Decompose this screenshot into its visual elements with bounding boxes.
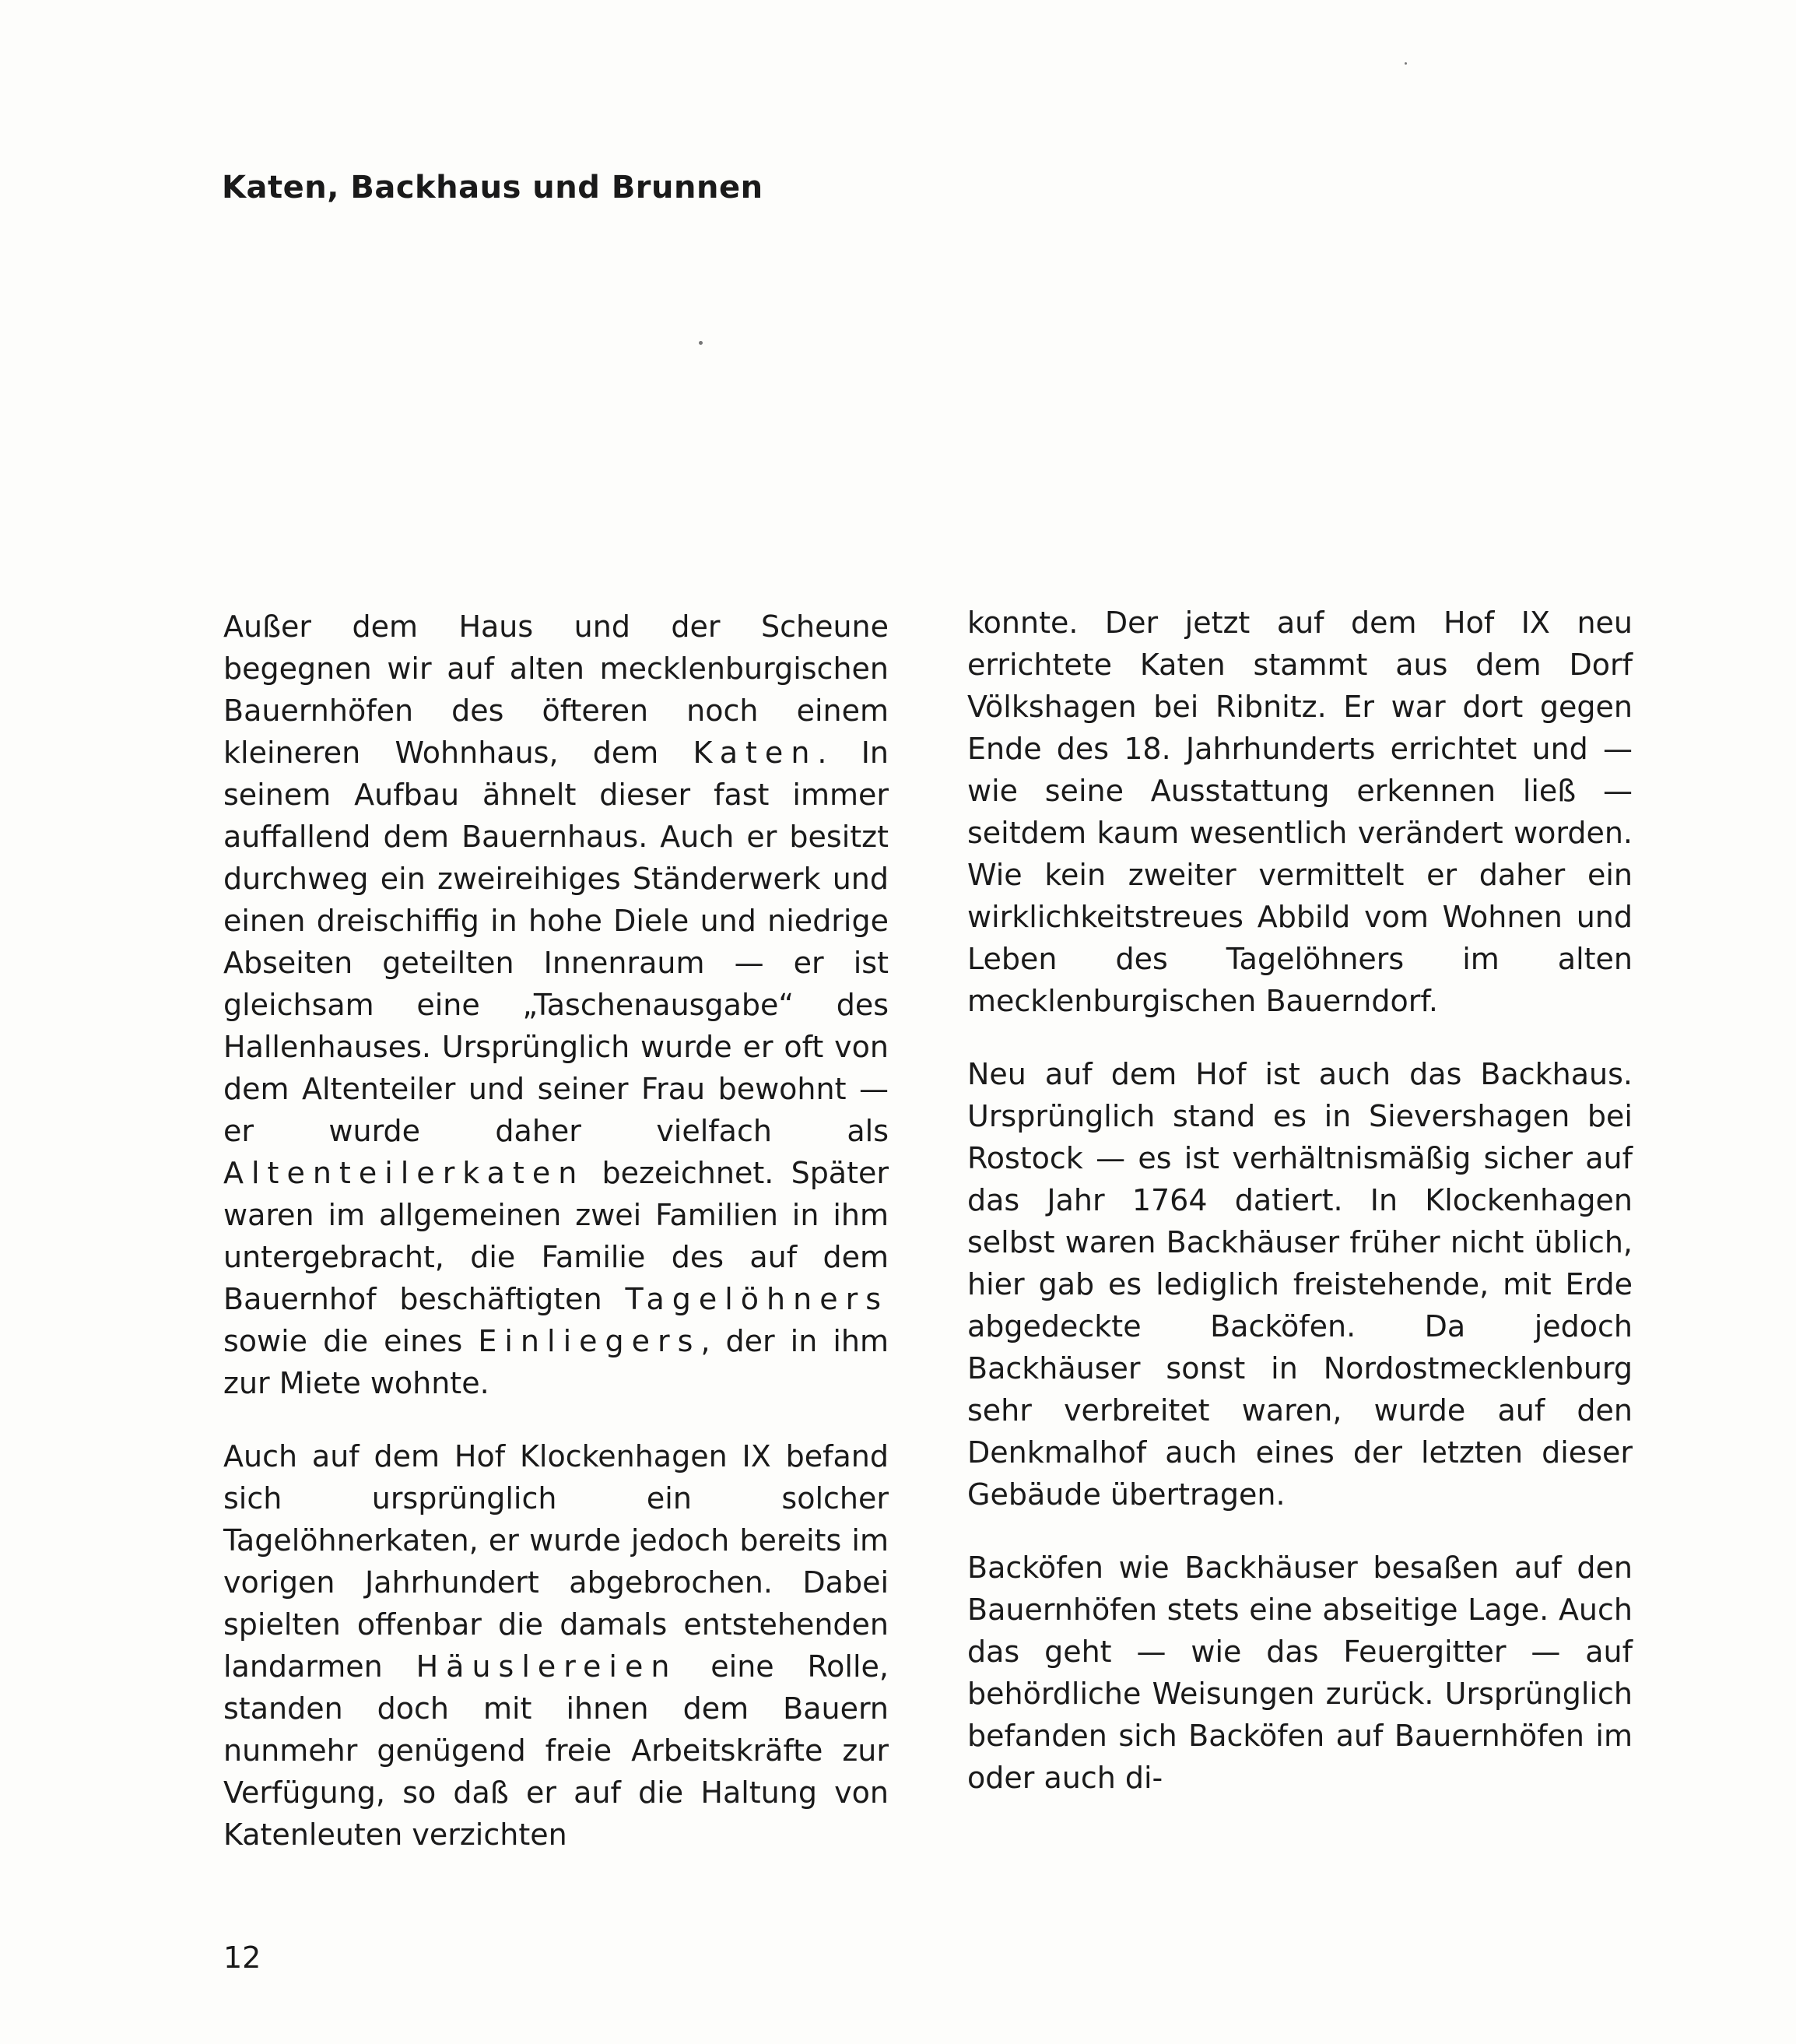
text-run: bezeichnet. Später waren im allgemeinen zwei Familien in ihm untergebracht, die Familie des auf dem Bauernhof beschäftigten [223, 1156, 889, 1316]
paragraph: Backöfen wie Backhäuser besaßen auf den Bauernhöfen stets eine abseitige Lage. Auch das geht — wie das Feuergitter — auf behördliche Weisungen zurück. Ursprünglich befanden sich Backöfen auf Bauernhöfen im oder auch di- [967, 1551, 1633, 1795]
text-run: Auch auf dem Hof Klockenhagen IX befand sich ursprünglich ein solcher Tagelöhnerkaten, er wurde jedoch bereits im vorigen Jahrhundert abgebrochen. Dabei spielten offenbar die damals entstehenden landarmen [223, 1439, 889, 1684]
text-run: Außer dem Haus und der Scheune begegnen wir auf alten mecklenburgischen Bauernhöfen des öfteren noch einem kleineren Wohnhaus, dem [223, 609, 889, 770]
scan-speck [1405, 62, 1407, 65]
right-column [967, 602, 1633, 1830]
section-heading: Katen, Backhaus und Brunnen [222, 170, 763, 205]
emphasized-term-katen: Katen [693, 736, 818, 770]
paragraph [223, 1435, 889, 1856]
text-run: . In seinem Aufbau ähnelt dieser fast immer auffallend dem Bauernhaus. Auch er besitzt durchweg ein zweireihiges Ständerwerk und einen dreischiffig in hohe Diele und niedrige Abseiten geteilten Innenraum — er ist gleichsam eine „Taschenausgabe“ des Hallenhauses. Ursprünglich wurde er oft von dem Altenteiler und seiner Frau bewohnt — er wurde daher vielfach als [223, 736, 889, 1148]
text-run: , der in ihm zur Miete wohnte. [223, 1324, 889, 1400]
paragraph: Neu auf dem Hof ist auch das Backhaus. Ursprünglich stand es in Sievershagen bei Rostock — es ist verhältnismäßig sicher auf das Jahr 1764 datiert. In Klockenhagen selbst waren Backhäuser früher nicht üblich, hier gab es lediglich freistehende, mit Erde abgedeckte Backöfen. Da jedoch Backhäuser sonst in Nordostmecklenburg sehr verbreitet waren, wurde auf den Denkmalhof auch eines der letzten dieser Gebäude übertragen. [967, 1057, 1633, 1512]
emphasized-term-einliegers: Einliegers [478, 1324, 701, 1358]
page-number: 12 [223, 1940, 261, 1975]
scan-speck [699, 341, 703, 345]
emphasized-term-haeuslereien: Häuslereien [416, 1649, 678, 1684]
paragraph: konnte. Der jetzt auf dem Hof IX neu errichtete Katen stammt aus dem Dorf Völkshagen bei Ribnitz. Er war dort gegen Ende des 18. Jahrhunderts errichtet und — wie seine Ausstattung erkennen ließ — seitdem kaum wesentlich verändert worden. Wie kein zweiter vermittelt er daher ein wirklichkeitstreues Abbild vom Wohnen und Leben des Tagelöhners im alten mecklenburgischen Bauerndorf. [967, 606, 1633, 1018]
paragraph [223, 606, 889, 1404]
emphasized-term-tageloehners: Tagelöhners [625, 1282, 889, 1316]
left-column [223, 606, 889, 1887]
emphasized-term-altenteilerkaten: Altenteilerkaten [223, 1156, 585, 1190]
text-run: sowie die eines [223, 1324, 479, 1358]
text-run: eine Rolle, standen doch mit ihnen dem Bauern nunmehr genügend freie Arbeitskräfte zur Verfügung, so daß er auf die Haltung von Katenleuten verzichten [223, 1649, 889, 1852]
